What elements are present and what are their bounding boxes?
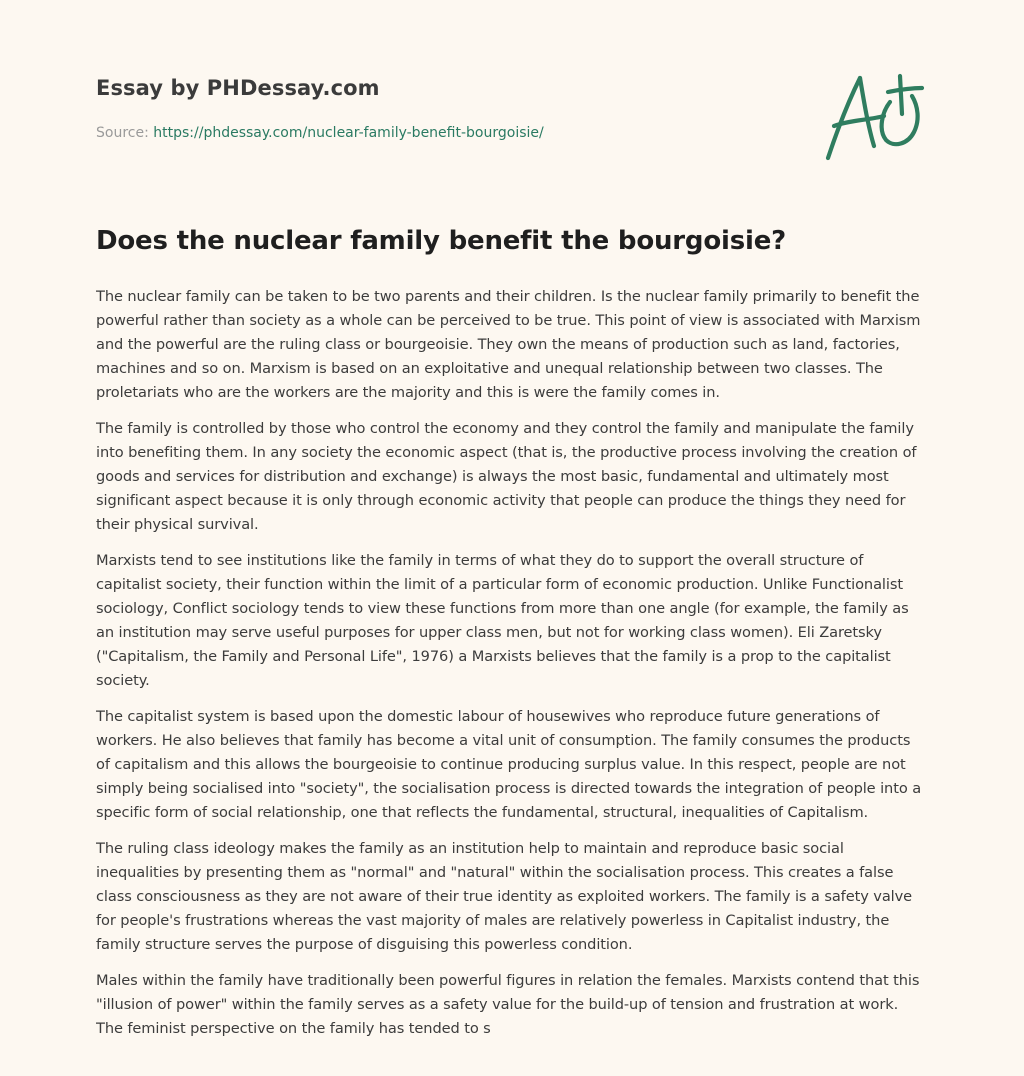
essay-paragraph: The ruling class ideology makes the family as an institution help to maintain and reproduce basic social inequalities by presenting them as "normal" and "natural" within the socialisation process. This creates a false class consciousness as they are not aware of their true identity as exploited workers. The family is a safety valve for people's frustrations whereas the vast majority of males are relatively powerless in Capitalist industry, the family structure serves the purpose of disguising this powerless condition. [96, 840, 913, 953]
essay-paragraph: The capitalist system is based upon the domestic labour of housewives who reproduce future generations of workers. He also believes that family has become a vital unit of consumption. The family consumes the products of capitalism and this allows the bourgeoisie to continue producing surplus value. In this respect, people are not simply being socialised into "society", the socialisation process is directed towards the integration of people into a specific form of social relationship, one that reflects the fundamental, structural, inequalities of Capitalism. [96, 708, 922, 821]
essay-body [96, 285, 928, 1061]
source-link[interactable]: https://phdessay.com/nuclear-family-benefit-bourgoisie/ [153, 125, 544, 141]
source-label: Source: [96, 125, 154, 141]
a-plus-grade-icon [820, 68, 928, 164]
site-brand: Essay by PHDessay.com [96, 76, 380, 100]
essay-paragraph: Males within the family have traditionally been powerful figures in relation the females. Marxists contend that this "illusion of power" within the family serves as a safety value for the build-up of tension and frustration at work. The feminist perspective on the family has tended to s [96, 972, 920, 1037]
essay-paragraph: The family is controlled by those who control the economy and they control the family and manipulate the family into benefiting them. In any society the economic aspect (that is, the productive process involving the creation of goods and services for distribution and exchange) is always the most basic, fundamental and ultimately most significant aspect because it is only through economic activity that people can produce the things they need for their physical survival. [96, 420, 917, 533]
essay-paragraph: The nuclear family can be taken to be two parents and their children. Is the nuclear family primarily to benefit the powerful rather than society as a whole can be perceived to be true. This point of view is associated with Marxism and the powerful are the ruling class or bourgeoisie. They own the means of production such as land, factories, machines and so on. Marxism is based on an exploitative and unequal relationship between two classes. The proletariats who are the workers are the majority and this is were the family comes in. [96, 288, 921, 401]
essay-paragraph: Marxists tend to see institutions like the family in terms of what they do to support the overall structure of capitalist society, their function within the limit of a particular form of economic production. Unlike Functionalist sociology, Conflict sociology tends to view these functions from more than one angle (for example, the family as an institution may serve useful purposes for upper class men, but not for working class women). Eli Zaretsky ("Capitalism, the Family and Personal Life", 1976) a Marxists believes that the family is a prop to the capitalist society. [96, 552, 909, 689]
page-header [96, 76, 928, 141]
source-line [96, 125, 544, 141]
essay-title: Does the nuclear family benefit the bourgoisie? [96, 226, 787, 256]
